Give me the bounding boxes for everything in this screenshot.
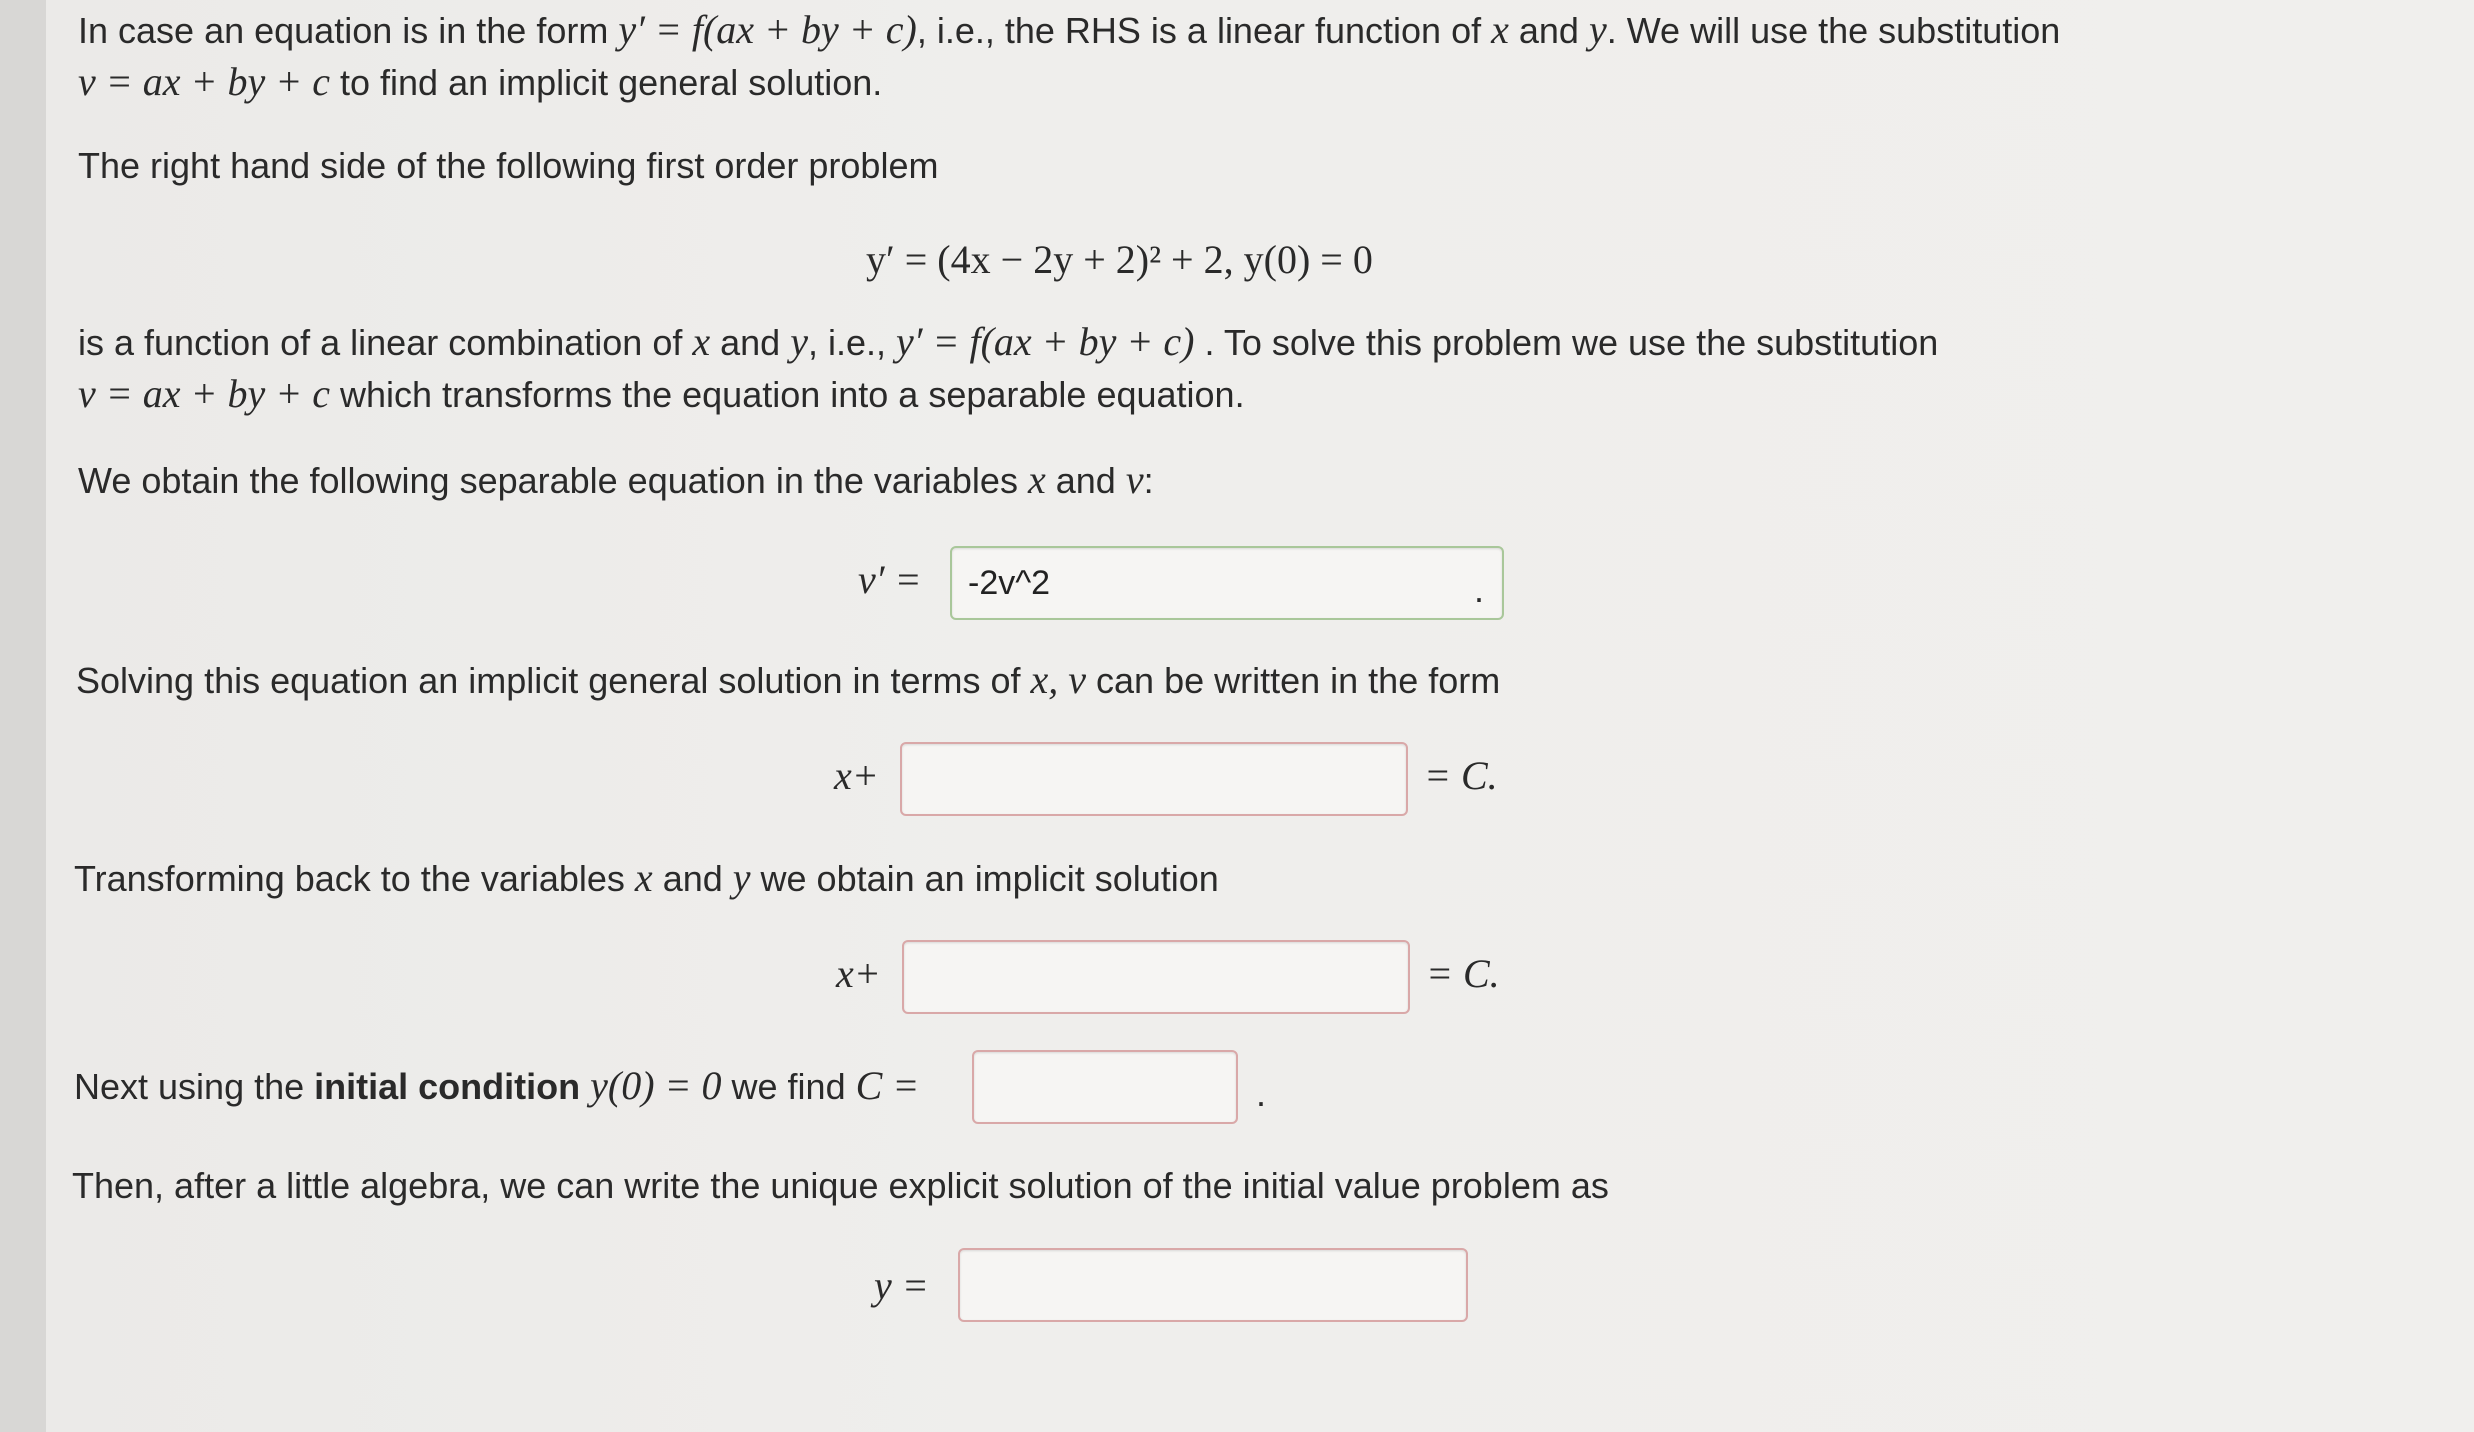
constant-c-answer-input[interactable] <box>972 1050 1238 1124</box>
var-x: x <box>1027 457 1046 502</box>
problem-lead-text: The right hand side of the following first order problem <box>78 145 939 186</box>
intro-line-1 <box>78 8 2060 53</box>
problem-lead <box>78 144 938 188</box>
initial-condition-equation: y(0) = 0 <box>590 1063 722 1108</box>
var-y: y <box>1588 7 1607 52</box>
x-plus-label: x+ <box>834 753 879 798</box>
vars-x-v: x, v <box>1030 657 1087 702</box>
substitution-equation: v = ax + by + c <box>78 59 330 104</box>
intro-text: In case an equation is in the form <box>78 10 619 51</box>
transform-lead <box>74 856 1219 901</box>
separable-lead <box>78 458 1154 503</box>
implicit-text: can be written in the form <box>1086 660 1501 701</box>
explicit-solution-answer-input[interactable] <box>958 1248 1468 1322</box>
implicit-lead <box>76 658 1500 703</box>
transform-suffix <box>1426 950 1500 998</box>
explicit-label <box>874 1262 929 1310</box>
intro-text: to find an implicit general solution. <box>330 62 883 103</box>
separable-label <box>858 556 922 604</box>
substitution-equation: v = ax + by + c <box>78 371 330 416</box>
y-equals-label: y = <box>874 1263 929 1308</box>
equals-c-label: = C. <box>1426 951 1500 996</box>
desc-text: is a function of a linear combination of <box>78 322 693 363</box>
initial-text: we find <box>721 1066 856 1107</box>
var-x: x <box>1491 7 1509 52</box>
var-y: y <box>732 855 751 900</box>
implicit-general-answer-input[interactable] <box>900 742 1408 816</box>
transform-text: we obtain an implicit solution <box>750 858 1219 899</box>
initial-text: Next using the <box>74 1066 315 1107</box>
var-y: y <box>790 319 808 364</box>
implicit-text: Solving this equation an implicit general solution in terms of <box>76 660 1031 701</box>
separable-answer-input[interactable] <box>950 546 1504 620</box>
separable-text: and <box>1045 460 1126 501</box>
intro-text: and <box>1508 10 1589 51</box>
intro-text: . We will use the substitution <box>1606 10 2061 51</box>
intro-text: , i.e., the RHS is a linear function of <box>916 10 1492 51</box>
problem-desc-line-1 <box>78 320 1938 365</box>
desc-text: which transforms the equation into a separable equation. <box>330 374 1245 415</box>
var-x: x <box>634 855 653 900</box>
implicit-prefix <box>834 752 879 800</box>
initial-lead <box>74 1064 919 1109</box>
linear-combination-equation: y′ = f(ax + by + c) <box>896 319 1195 364</box>
problem-equation <box>866 236 1373 284</box>
v-prime-label: v′ = <box>858 557 922 602</box>
transform-text: Transforming back to the variables <box>74 858 635 899</box>
implicit-xy-answer-input[interactable] <box>902 940 1410 1014</box>
intro-line-2 <box>78 60 882 105</box>
desc-text: . To solve this problem we use the substitution <box>1194 322 1939 363</box>
transform-prefix <box>836 950 881 998</box>
separable-text: : <box>1143 460 1154 501</box>
problem-sheet <box>46 0 2474 1432</box>
implicit-suffix <box>1424 752 1498 800</box>
intro-form-equation: y′ = f(ax + by + c) <box>618 7 917 52</box>
equals-c-label: = C. <box>1424 753 1498 798</box>
x-plus-label: x+ <box>836 951 881 996</box>
problem-desc-line-2 <box>78 372 1245 417</box>
desc-text: , i.e., <box>807 322 896 363</box>
separable-period: . <box>1474 569 1485 610</box>
explicit-lead <box>72 1164 1609 1208</box>
var-v: v <box>1125 457 1144 502</box>
desc-text: and <box>710 322 791 363</box>
var-x: x <box>692 319 711 364</box>
initial-condition-bold: initial condition <box>314 1066 581 1107</box>
c-equals-label: C = <box>855 1063 920 1108</box>
separable-text: We obtain the following separable equation in the variables <box>78 460 1028 501</box>
initial-period: . <box>1256 1073 1267 1114</box>
ode-equation: y′ = (4x − 2y + 2)² + 2, y(0) = 0 <box>866 237 1373 282</box>
transform-text: and <box>652 858 733 899</box>
explicit-text: Then, after a little algebra, we can write the unique explicit solution of the initial value problem as <box>72 1165 1609 1206</box>
